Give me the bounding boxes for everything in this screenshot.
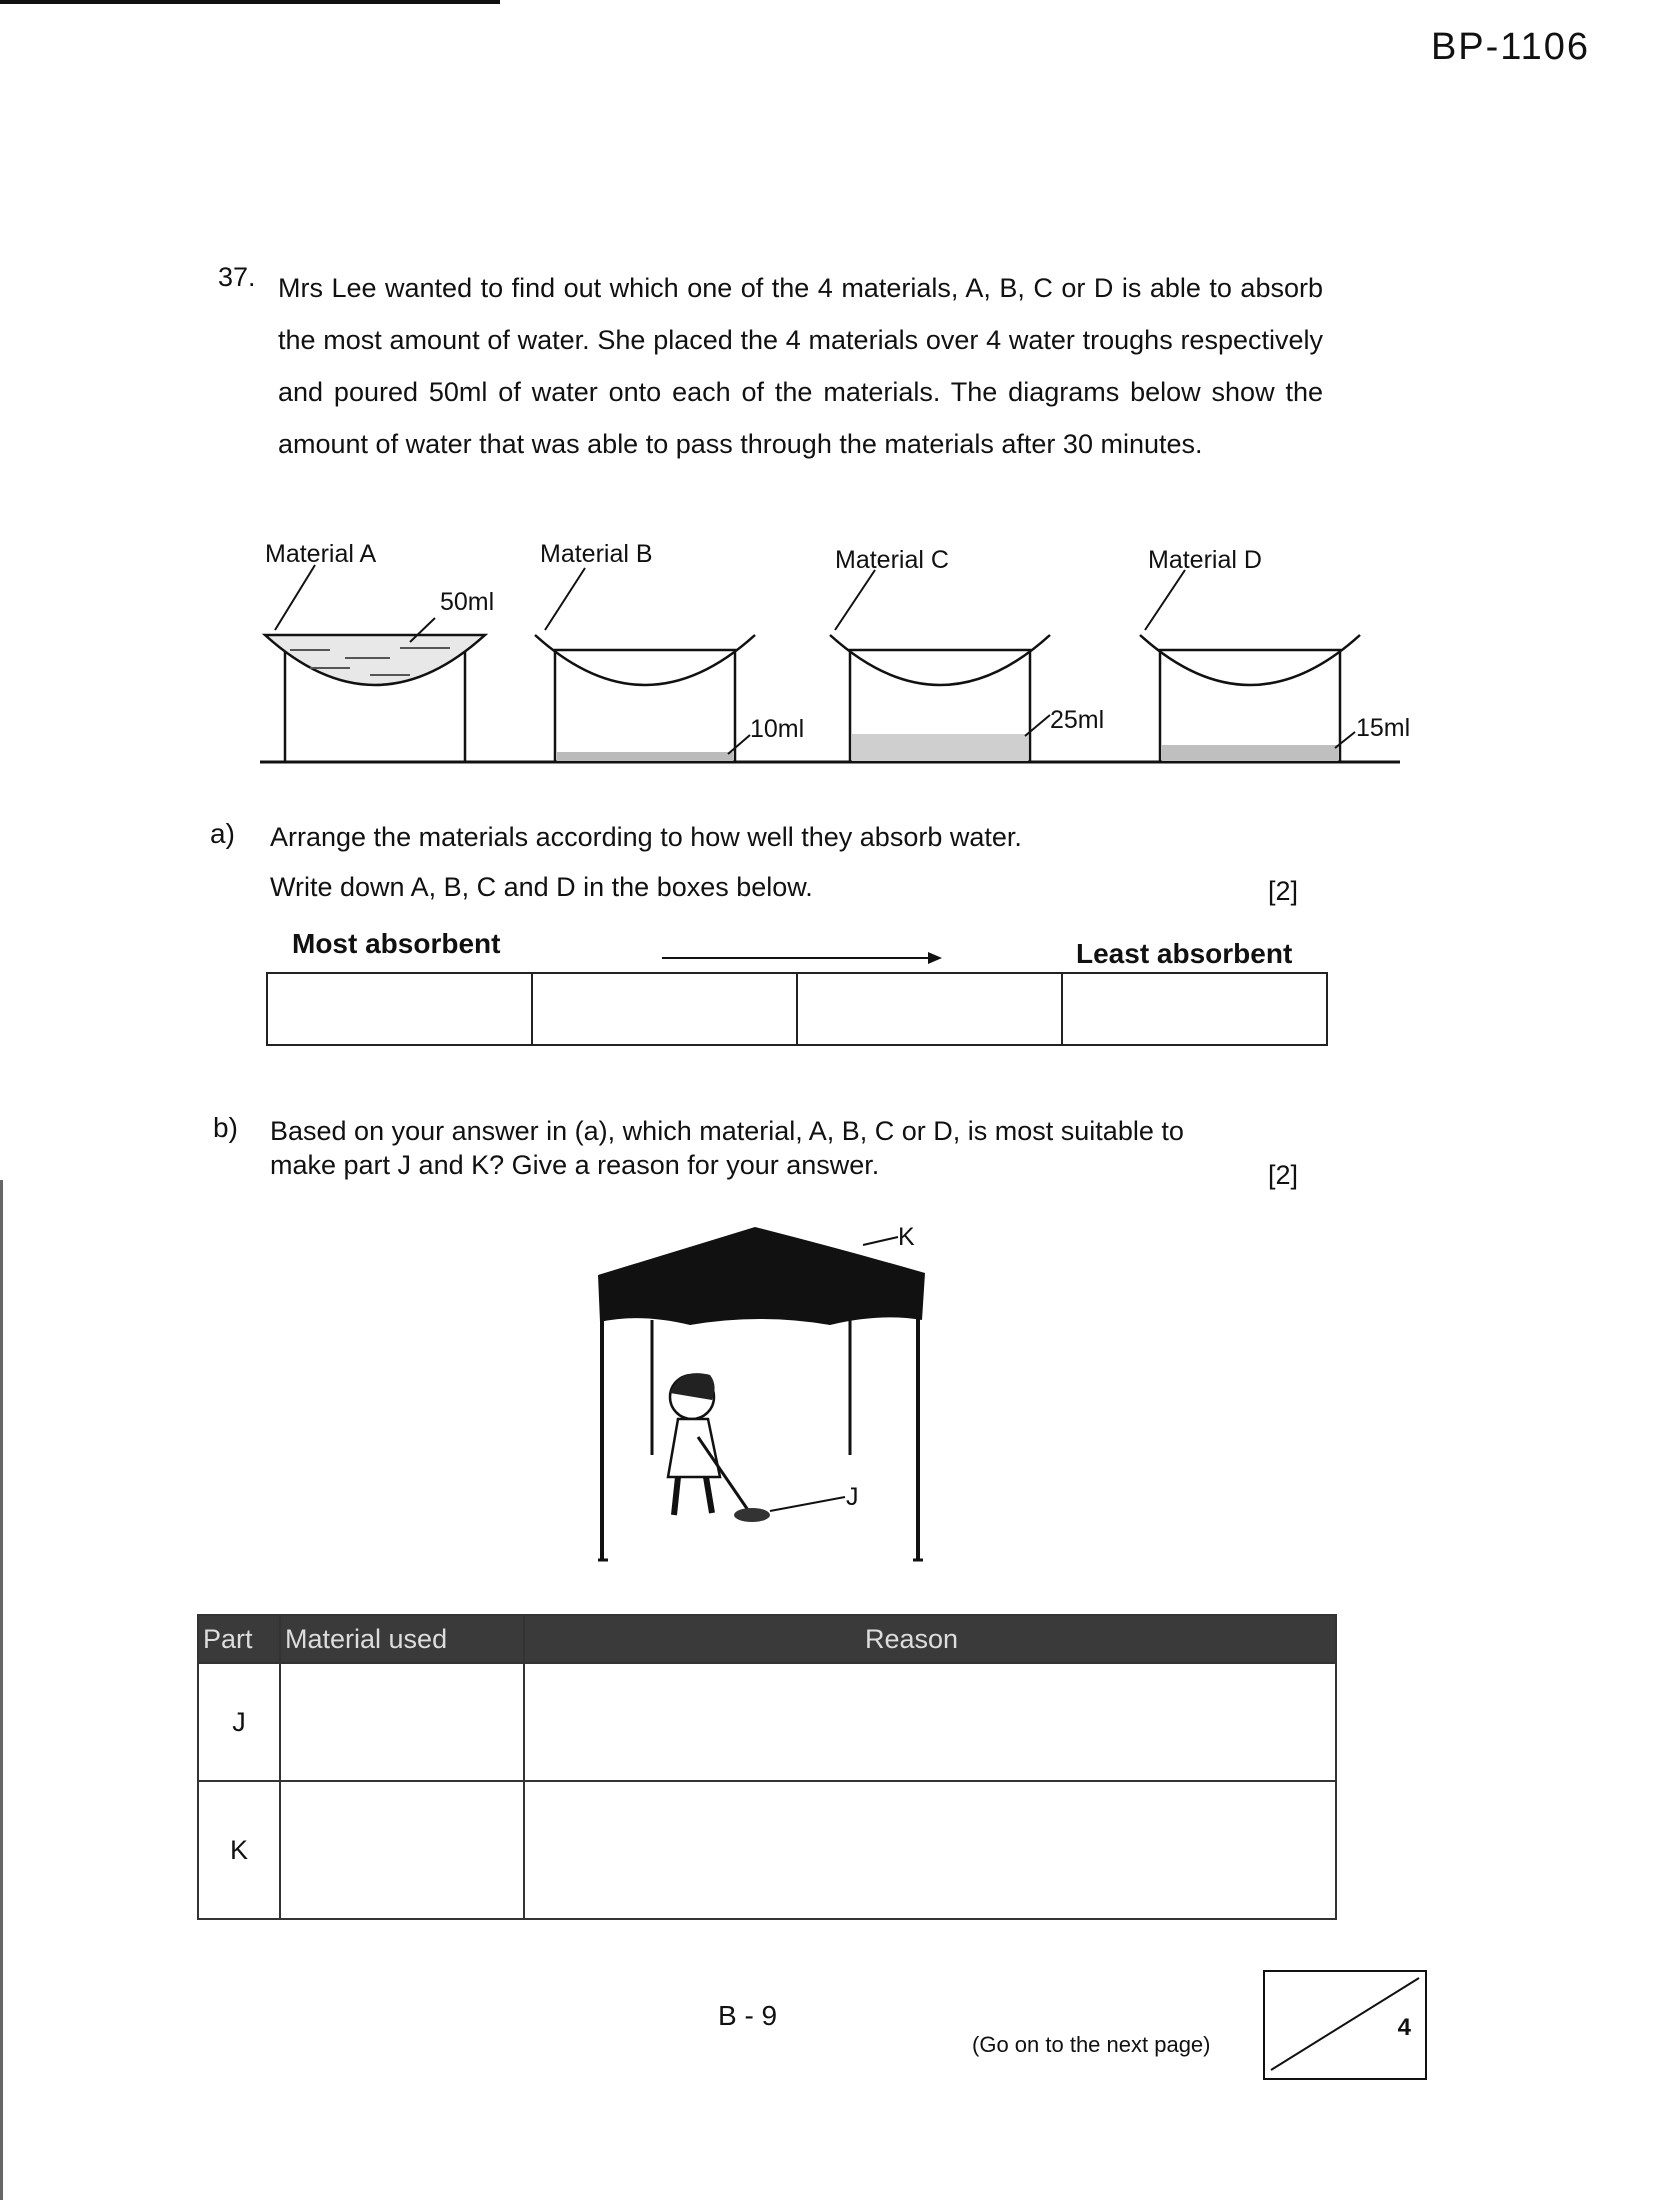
row-k-material[interactable]	[280, 1781, 524, 1919]
header-part: Part	[198, 1615, 280, 1663]
part-b-label: b)	[213, 1112, 238, 1143]
table-row	[198, 1781, 1336, 1919]
tent-illustration	[580, 1215, 940, 1575]
material-b-bowl	[535, 635, 755, 685]
part-a-label: a)	[210, 818, 235, 849]
header-reason-text: Reason	[865, 1623, 959, 1654]
material-d-bowl	[1140, 635, 1360, 685]
answer-box-4[interactable]	[1063, 974, 1326, 1044]
material-a-label: Material A	[265, 540, 377, 568]
row-j-part: J	[198, 1663, 280, 1781]
water-b	[557, 752, 733, 761]
material-c-setup	[830, 546, 1104, 762]
arrow-icon	[660, 948, 945, 968]
material-a-setup	[265, 540, 494, 762]
header-reason	[524, 1615, 1336, 1663]
row-k-reason[interactable]	[524, 1781, 1336, 1919]
material-d-setup	[1140, 546, 1410, 762]
answer-table	[197, 1614, 1337, 1920]
material-c-volume: 25ml	[1050, 706, 1105, 734]
table-header-row	[198, 1615, 1336, 1663]
row-j-material[interactable]	[280, 1663, 524, 1781]
material-b-volume: 10ml	[750, 715, 805, 743]
question-text: Mrs Lee wanted to find out which one of the 4 materials, A, B, C or D is able to absorb the most amount of water. She placed the 4 materials over 4 water troughs respectively and poured 50ml of water onto each of the materials. The diagrams below show the amount of water that was able to pass through the materials after 30 minutes.	[278, 273, 1323, 459]
part-a-line2: Write down A, B, C and D in the boxes below.	[270, 872, 813, 902]
material-b-label: Material B	[540, 540, 653, 568]
header-material: Material used	[280, 1615, 524, 1663]
material-a-volume: 50ml	[440, 588, 495, 616]
material-d-label: Material D	[1148, 546, 1262, 574]
part-b-line1: Based on your answer in (a), which material, A, B, C or D, is most suitable to	[270, 1116, 1184, 1146]
page-number: B - 9	[718, 2000, 778, 2031]
material-a-bowl	[265, 635, 485, 685]
part-a-line1: Arrange the materials according to how well they absorb water.	[270, 822, 1022, 852]
paper-code: BP-1106	[1430, 26, 1590, 68]
most-absorbent-label: Most absorbent	[292, 928, 501, 959]
materials-diagram	[250, 540, 1410, 780]
least-absorbent-label: Least absorbent	[1076, 938, 1293, 969]
row-k-part: K	[198, 1781, 280, 1919]
row-j-reason[interactable]	[524, 1663, 1336, 1781]
trough-b	[555, 650, 735, 762]
answer-box-1[interactable]	[268, 974, 533, 1044]
label-j: J	[846, 1483, 859, 1511]
answer-boxes	[266, 972, 1328, 1046]
answer-box-2[interactable]	[533, 974, 798, 1044]
material-d-volume: 15ml	[1356, 714, 1410, 742]
part-b-line2: make part J and K? Give a reason for your answer.	[270, 1150, 880, 1180]
material-c-bowl	[830, 635, 1050, 685]
score-box	[1263, 1970, 1427, 2080]
material-c-label: Material C	[835, 546, 949, 574]
water-c	[852, 734, 1028, 761]
water-d	[1162, 745, 1338, 761]
part-a-marks: [2]	[1268, 876, 1299, 906]
label-k: K	[898, 1223, 915, 1251]
material-b-setup	[535, 540, 804, 762]
scan-edge	[0, 1180, 3, 2200]
table-row	[198, 1663, 1336, 1781]
next-page-note: (Go on to the next page)	[972, 2032, 1211, 2057]
answer-box-3[interactable]	[798, 974, 1063, 1044]
score-max: 4	[1397, 2014, 1411, 2041]
top-rule	[0, 0, 500, 4]
question-number: 37.	[218, 262, 256, 292]
person-sweeping	[668, 1373, 845, 1522]
part-b-marks: [2]	[1268, 1160, 1299, 1190]
